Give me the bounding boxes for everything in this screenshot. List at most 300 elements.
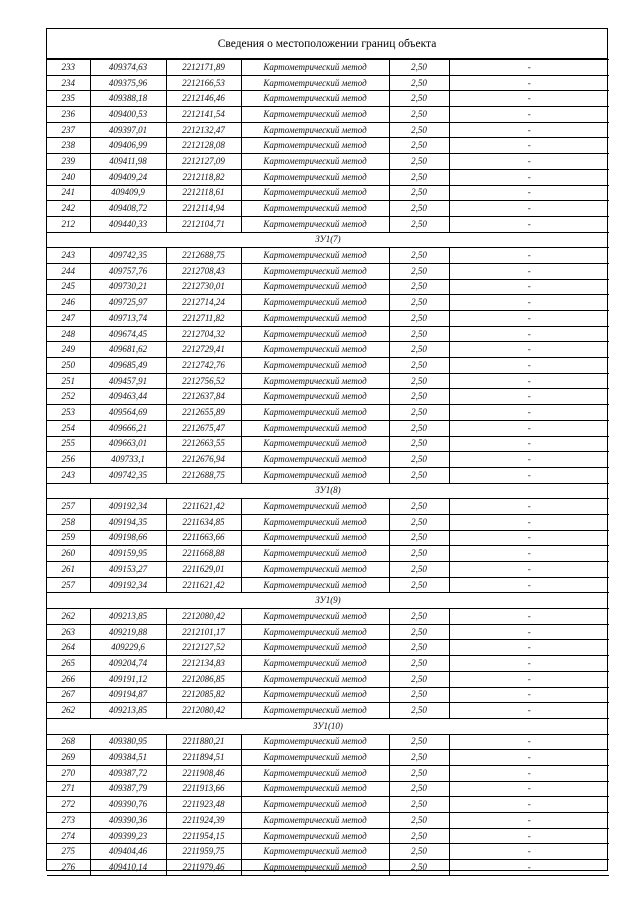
point-number-cell: 276: [47, 860, 90, 876]
precision-cell: 2,50: [389, 373, 449, 389]
y-coordinate-cell: 2212118,61: [166, 185, 241, 201]
description-cell: -: [449, 562, 609, 578]
method-cell: Картометрический метод: [241, 60, 389, 76]
table-row: [47, 138, 609, 154]
precision-cell: 2,50: [389, 860, 449, 876]
point-number-cell: 243: [47, 248, 90, 264]
method-cell: Картометрический метод: [241, 467, 389, 483]
precision-cell: 2,50: [389, 122, 449, 138]
section-row: [47, 718, 609, 734]
point-number-cell: 261: [47, 562, 90, 578]
precision-cell: 2,50: [389, 248, 449, 264]
x-coordinate-cell: 409384,51: [90, 750, 166, 766]
y-coordinate-cell: 2212756,52: [166, 373, 241, 389]
description-cell: -: [449, 389, 609, 405]
table-row: [47, 436, 609, 452]
y-coordinate-cell: 2212714,24: [166, 295, 241, 311]
x-coordinate-cell: 409390,76: [90, 797, 166, 813]
method-cell: Картометрический метод: [241, 342, 389, 358]
description-cell: -: [449, 295, 609, 311]
description-cell: -: [449, 656, 609, 672]
y-coordinate-cell: 2212688,75: [166, 248, 241, 264]
description-cell: -: [449, 781, 609, 797]
description-cell: -: [449, 687, 609, 703]
precision-cell: 2,50: [389, 765, 449, 781]
x-coordinate-cell: 409757,76: [90, 263, 166, 279]
point-number-cell: 260: [47, 546, 90, 562]
description-cell: -: [449, 279, 609, 295]
y-coordinate-cell: 2211913,66: [166, 781, 241, 797]
description-cell: -: [449, 828, 609, 844]
x-coordinate-cell: 409153,27: [90, 562, 166, 578]
point-number-cell: 263: [47, 624, 90, 640]
method-cell: Картометрический метод: [241, 263, 389, 279]
precision-cell: 2,50: [389, 640, 449, 656]
table-row: [47, 797, 609, 813]
precision-cell: 2,50: [389, 656, 449, 672]
table-row: [47, 687, 609, 703]
x-coordinate-cell: 409229,6: [90, 640, 166, 656]
precision-cell: 2,50: [389, 201, 449, 217]
x-coordinate-cell: 409411,98: [90, 154, 166, 170]
description-cell: -: [449, 452, 609, 468]
precision-cell: 2,50: [389, 420, 449, 436]
precision-cell: 2,50: [389, 75, 449, 91]
table-row: [47, 624, 609, 640]
y-coordinate-cell: 2211629,01: [166, 562, 241, 578]
method-cell: Картометрический метод: [241, 687, 389, 703]
x-coordinate-cell: 409374,63: [90, 60, 166, 76]
y-coordinate-cell: 2212104,71: [166, 216, 241, 232]
precision-cell: 2,50: [389, 138, 449, 154]
point-number-cell: 248: [47, 326, 90, 342]
point-number-cell: 266: [47, 671, 90, 687]
point-number-cell: 265: [47, 656, 90, 672]
method-cell: Картометрический метод: [241, 248, 389, 264]
precision-cell: 2,50: [389, 436, 449, 452]
coordinates-table: [47, 59, 609, 876]
description-cell: -: [449, 499, 609, 515]
document-sheet: [46, 28, 608, 871]
point-number-cell: 242: [47, 201, 90, 217]
y-coordinate-cell: 2212080,42: [166, 609, 241, 625]
x-coordinate-cell: 409204,74: [90, 656, 166, 672]
table-row: [47, 750, 609, 766]
method-cell: Картометрический метод: [241, 562, 389, 578]
y-coordinate-cell: 2212086,85: [166, 671, 241, 687]
precision-cell: 2,50: [389, 185, 449, 201]
x-coordinate-cell: 409399,23: [90, 828, 166, 844]
precision-cell: 2,50: [389, 326, 449, 342]
y-coordinate-cell: 2212166,53: [166, 75, 241, 91]
table-row: [47, 703, 609, 719]
table-row: [47, 467, 609, 483]
point-number-cell: 243: [47, 467, 90, 483]
precision-cell: 2,50: [389, 546, 449, 562]
point-number-cell: 255: [47, 436, 90, 452]
description-cell: -: [449, 75, 609, 91]
precision-cell: 2,50: [389, 687, 449, 703]
point-number-cell: 249: [47, 342, 90, 358]
method-cell: Картометрический метод: [241, 797, 389, 813]
point-number-cell: 239: [47, 154, 90, 170]
precision-cell: 2,50: [389, 169, 449, 185]
point-number-cell: 268: [47, 734, 90, 750]
description-cell: -: [449, 107, 609, 123]
precision-cell: 2,50: [389, 750, 449, 766]
y-coordinate-cell: 2212663,55: [166, 436, 241, 452]
section-row: [47, 483, 609, 499]
point-number-cell: 269: [47, 750, 90, 766]
method-cell: Картометрический метод: [241, 138, 389, 154]
x-coordinate-cell: 409390,36: [90, 813, 166, 829]
description-cell: -: [449, 546, 609, 562]
y-coordinate-cell: 2212134,83: [166, 656, 241, 672]
precision-cell: 2,50: [389, 279, 449, 295]
method-cell: Картометрический метод: [241, 420, 389, 436]
table-title: Сведения о местоположении границ объекта: [47, 29, 607, 59]
point-number-cell: 273: [47, 813, 90, 829]
description-cell: -: [449, 577, 609, 593]
description-cell: -: [449, 640, 609, 656]
precision-cell: 2,50: [389, 813, 449, 829]
table-row: [47, 420, 609, 436]
method-cell: Картометрический метод: [241, 154, 389, 170]
x-coordinate-cell: 409213,85: [90, 703, 166, 719]
y-coordinate-cell: 2212729,41: [166, 342, 241, 358]
x-coordinate-cell: 409409,24: [90, 169, 166, 185]
description-cell: -: [449, 514, 609, 530]
precision-cell: 2,50: [389, 342, 449, 358]
description-cell: -: [449, 844, 609, 860]
y-coordinate-cell: 2211634,85: [166, 514, 241, 530]
method-cell: Картометрический метод: [241, 436, 389, 452]
table-row: [47, 405, 609, 421]
precision-cell: 2,50: [389, 562, 449, 578]
x-coordinate-cell: 409742,35: [90, 248, 166, 264]
table-row: [47, 60, 609, 76]
description-cell: -: [449, 311, 609, 327]
method-cell: Картометрический метод: [241, 279, 389, 295]
description-cell: -: [449, 342, 609, 358]
y-coordinate-cell: 2211880,21: [166, 734, 241, 750]
description-cell: -: [449, 248, 609, 264]
point-number-cell: 254: [47, 420, 90, 436]
point-number-cell: 240: [47, 169, 90, 185]
x-coordinate-cell: 409681,62: [90, 342, 166, 358]
precision-cell: 2,50: [389, 499, 449, 515]
precision-cell: 2,50: [389, 734, 449, 750]
table-row: [47, 169, 609, 185]
x-coordinate-cell: 409404,46: [90, 844, 166, 860]
coordinates-table-body: [47, 60, 609, 876]
x-coordinate-cell: 409725,97: [90, 295, 166, 311]
x-coordinate-cell: 409440,33: [90, 216, 166, 232]
precision-cell: 2,50: [389, 530, 449, 546]
x-coordinate-cell: 409663,01: [90, 436, 166, 452]
x-coordinate-cell: 409730,21: [90, 279, 166, 295]
y-coordinate-cell: 2211923,48: [166, 797, 241, 813]
x-coordinate-cell: 409406,99: [90, 138, 166, 154]
table-row: [47, 452, 609, 468]
x-coordinate-cell: 409191,12: [90, 671, 166, 687]
y-coordinate-cell: 2212676,94: [166, 452, 241, 468]
x-coordinate-cell: 409387,79: [90, 781, 166, 797]
method-cell: Картометрический метод: [241, 844, 389, 860]
description-cell: -: [449, 216, 609, 232]
method-cell: Картометрический метод: [241, 452, 389, 468]
y-coordinate-cell: 2212118,82: [166, 169, 241, 185]
method-cell: Картометрический метод: [241, 813, 389, 829]
precision-cell: 2,50: [389, 358, 449, 374]
x-coordinate-cell: 409198,66: [90, 530, 166, 546]
point-number-cell: 257: [47, 499, 90, 515]
x-coordinate-cell: 409408,72: [90, 201, 166, 217]
method-cell: Картометрический метод: [241, 703, 389, 719]
description-cell: -: [449, 750, 609, 766]
table-row: [47, 75, 609, 91]
y-coordinate-cell: 2211894,51: [166, 750, 241, 766]
x-coordinate-cell: 409397,01: [90, 122, 166, 138]
description-cell: -: [449, 263, 609, 279]
x-coordinate-cell: 409733,1: [90, 452, 166, 468]
y-coordinate-cell: 2211954,15: [166, 828, 241, 844]
description-cell: -: [449, 122, 609, 138]
table-row: [47, 499, 609, 515]
precision-cell: 2,50: [389, 311, 449, 327]
y-coordinate-cell: 2211908,46: [166, 765, 241, 781]
description-cell: -: [449, 201, 609, 217]
section-label: ЗУ1(7): [47, 232, 609, 248]
precision-cell: 2,50: [389, 60, 449, 76]
section-label: ЗУ1(9): [47, 593, 609, 609]
method-cell: Картометрический метод: [241, 781, 389, 797]
table-row: [47, 781, 609, 797]
y-coordinate-cell: 2212114,94: [166, 201, 241, 217]
x-coordinate-cell: 409409,9: [90, 185, 166, 201]
method-cell: Картометрический метод: [241, 358, 389, 374]
precision-cell: 2,50: [389, 797, 449, 813]
method-cell: Картометрический метод: [241, 546, 389, 562]
precision-cell: 2,50: [389, 295, 449, 311]
method-cell: Картометрический метод: [241, 75, 389, 91]
point-number-cell: 258: [47, 514, 90, 530]
method-cell: Картометрический метод: [241, 609, 389, 625]
y-coordinate-cell: 2212708,43: [166, 263, 241, 279]
table-row: [47, 107, 609, 123]
method-cell: Картометрический метод: [241, 765, 389, 781]
method-cell: Картометрический метод: [241, 389, 389, 405]
section-row: [47, 232, 609, 248]
table-row: [47, 248, 609, 264]
precision-cell: 2,50: [389, 91, 449, 107]
description-cell: -: [449, 138, 609, 154]
point-number-cell: 274: [47, 828, 90, 844]
y-coordinate-cell: 2211959,75: [166, 844, 241, 860]
table-row: [47, 342, 609, 358]
table-row: [47, 734, 609, 750]
y-coordinate-cell: 2212127,09: [166, 154, 241, 170]
table-row: [47, 326, 609, 342]
point-number-cell: 252: [47, 389, 90, 405]
x-coordinate-cell: 409192,34: [90, 499, 166, 515]
point-number-cell: 275: [47, 844, 90, 860]
method-cell: Картометрический метод: [241, 311, 389, 327]
description-cell: -: [449, 358, 609, 374]
description-cell: -: [449, 60, 609, 76]
point-number-cell: 236: [47, 107, 90, 123]
y-coordinate-cell: 2212127,52: [166, 640, 241, 656]
point-number-cell: 272: [47, 797, 90, 813]
point-number-cell: 246: [47, 295, 90, 311]
point-number-cell: 250: [47, 358, 90, 374]
point-number-cell: 233: [47, 60, 90, 76]
table-row: [47, 577, 609, 593]
table-row: [47, 562, 609, 578]
method-cell: Картометрический метод: [241, 107, 389, 123]
y-coordinate-cell: 2212146,46: [166, 91, 241, 107]
x-coordinate-cell: 409213,85: [90, 609, 166, 625]
table-row: [47, 389, 609, 405]
precision-cell: 2,50: [389, 467, 449, 483]
precision-cell: 2,50: [389, 154, 449, 170]
precision-cell: 2,50: [389, 514, 449, 530]
description-cell: -: [449, 797, 609, 813]
description-cell: -: [449, 405, 609, 421]
point-number-cell: 264: [47, 640, 90, 656]
description-cell: -: [449, 813, 609, 829]
method-cell: Картометрический метод: [241, 295, 389, 311]
point-number-cell: 256: [47, 452, 90, 468]
method-cell: Картометрический метод: [241, 860, 389, 876]
table-row: [47, 279, 609, 295]
point-number-cell: 245: [47, 279, 90, 295]
precision-cell: 2,50: [389, 389, 449, 405]
description-cell: -: [449, 436, 609, 452]
point-number-cell: 234: [47, 75, 90, 91]
table-row: [47, 358, 609, 374]
description-cell: -: [449, 734, 609, 750]
x-coordinate-cell: 409463,44: [90, 389, 166, 405]
point-number-cell: 237: [47, 122, 90, 138]
description-cell: -: [449, 765, 609, 781]
point-number-cell: 247: [47, 311, 90, 327]
point-number-cell: 262: [47, 609, 90, 625]
x-coordinate-cell: 409666,21: [90, 420, 166, 436]
y-coordinate-cell: 2212128,08: [166, 138, 241, 154]
y-coordinate-cell: 2212637,84: [166, 389, 241, 405]
method-cell: Картометрический метод: [241, 828, 389, 844]
description-cell: -: [449, 420, 609, 436]
precision-cell: 2,50: [389, 609, 449, 625]
y-coordinate-cell: 2212704,32: [166, 326, 241, 342]
table-row: [47, 122, 609, 138]
point-number-cell: 267: [47, 687, 90, 703]
description-cell: -: [449, 860, 609, 876]
point-number-cell: 251: [47, 373, 90, 389]
x-coordinate-cell: 409194,87: [90, 687, 166, 703]
x-coordinate-cell: 409388,18: [90, 91, 166, 107]
precision-cell: 2,50: [389, 107, 449, 123]
x-coordinate-cell: 409457,91: [90, 373, 166, 389]
point-number-cell: 271: [47, 781, 90, 797]
point-number-cell: 270: [47, 765, 90, 781]
method-cell: Картометрический метод: [241, 185, 389, 201]
description-cell: -: [449, 703, 609, 719]
point-number-cell: 238: [47, 138, 90, 154]
method-cell: Картометрический метод: [241, 624, 389, 640]
y-coordinate-cell: 2212742,76: [166, 358, 241, 374]
table-row: [47, 154, 609, 170]
description-cell: -: [449, 530, 609, 546]
description-cell: -: [449, 326, 609, 342]
method-cell: Картометрический метод: [241, 577, 389, 593]
method-cell: Картометрический метод: [241, 514, 389, 530]
x-coordinate-cell: 409219,88: [90, 624, 166, 640]
point-number-cell: 235: [47, 91, 90, 107]
method-cell: Картометрический метод: [241, 734, 389, 750]
table-row: [47, 546, 609, 562]
table-row: [47, 514, 609, 530]
table-row: [47, 530, 609, 546]
method-cell: Картометрический метод: [241, 640, 389, 656]
x-coordinate-cell: 409410,14: [90, 860, 166, 876]
description-cell: -: [449, 373, 609, 389]
method-cell: Картометрический метод: [241, 373, 389, 389]
method-cell: Картометрический метод: [241, 216, 389, 232]
y-coordinate-cell: 2212132,47: [166, 122, 241, 138]
precision-cell: 2,50: [389, 703, 449, 719]
table-row: [47, 295, 609, 311]
y-coordinate-cell: 2212085,82: [166, 687, 241, 703]
point-number-cell: 241: [47, 185, 90, 201]
section-label: ЗУ1(10): [47, 718, 609, 734]
point-number-cell: 253: [47, 405, 90, 421]
y-coordinate-cell: 2212730,01: [166, 279, 241, 295]
section-row: [47, 593, 609, 609]
y-coordinate-cell: 2212688,75: [166, 467, 241, 483]
table-row: [47, 609, 609, 625]
method-cell: Картометрический метод: [241, 671, 389, 687]
x-coordinate-cell: 409674,45: [90, 326, 166, 342]
y-coordinate-cell: 2211668,88: [166, 546, 241, 562]
table-row: [47, 91, 609, 107]
x-coordinate-cell: 409192,34: [90, 577, 166, 593]
y-coordinate-cell: 2211621,42: [166, 499, 241, 515]
table-row: [47, 765, 609, 781]
point-number-cell: 212: [47, 216, 90, 232]
y-coordinate-cell: 2212141,54: [166, 107, 241, 123]
method-cell: Картометрический метод: [241, 326, 389, 342]
y-coordinate-cell: 2211979,46: [166, 860, 241, 876]
precision-cell: 2,50: [389, 828, 449, 844]
description-cell: -: [449, 91, 609, 107]
y-coordinate-cell: 2212655,89: [166, 405, 241, 421]
method-cell: Картометрический метод: [241, 122, 389, 138]
y-coordinate-cell: 2212171,89: [166, 60, 241, 76]
x-coordinate-cell: 409380,95: [90, 734, 166, 750]
y-coordinate-cell: 2212080,42: [166, 703, 241, 719]
y-coordinate-cell: 2211663,66: [166, 530, 241, 546]
x-coordinate-cell: 409400,53: [90, 107, 166, 123]
precision-cell: 2,50: [389, 624, 449, 640]
table-row: [47, 201, 609, 217]
method-cell: Картометрический метод: [241, 656, 389, 672]
point-number-cell: 259: [47, 530, 90, 546]
y-coordinate-cell: 2212101,17: [166, 624, 241, 640]
table-row: [47, 311, 609, 327]
precision-cell: 2,50: [389, 671, 449, 687]
